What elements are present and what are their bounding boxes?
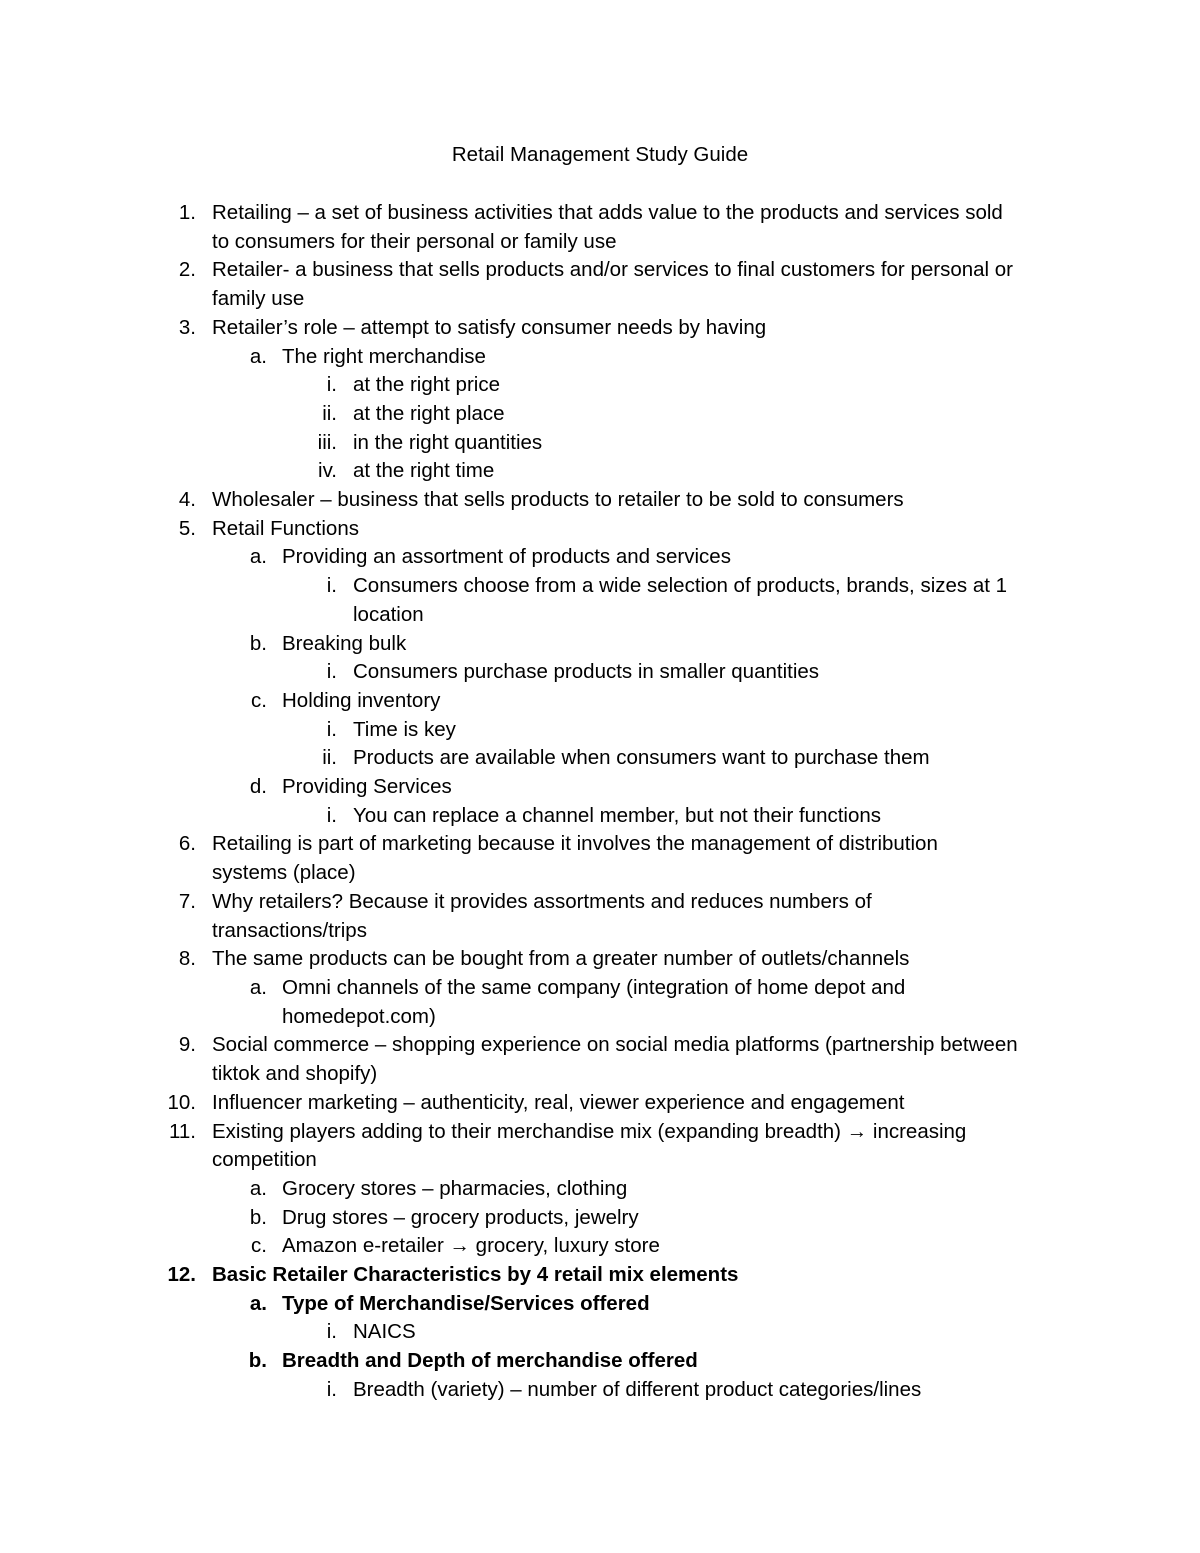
list-item-text: You can replace a channel member, but not their functions xyxy=(353,803,882,827)
outline-item-line xyxy=(0,429,1200,458)
list-item-text: Holding inventory xyxy=(282,688,441,712)
outline-item-line xyxy=(0,371,1200,400)
list-item-text: transactions/trips xyxy=(212,918,367,942)
list-marker: 10. xyxy=(167,1090,196,1114)
list-marker: a. xyxy=(249,1176,267,1200)
list-marker: ii. xyxy=(322,746,337,770)
list-item-text: Retailer’s role – attempt to satisfy consumer needs by having xyxy=(212,315,767,339)
list-marker: i. xyxy=(326,1377,337,1401)
list-item-text: Retailing is part of marketing because it involves the management of distribution xyxy=(212,832,938,856)
list-item-text: Existing players adding to their merchandise mix (expanding breadth) → increasing xyxy=(212,1119,967,1143)
outline-item-line xyxy=(0,1290,1200,1319)
outline-item-line xyxy=(0,228,1200,257)
outline-item-line xyxy=(0,687,1200,716)
list-marker: i. xyxy=(326,717,337,741)
outline-item-line xyxy=(0,945,1200,974)
list-item-text: location xyxy=(353,602,424,626)
outline-item-line xyxy=(0,199,1200,228)
outline-item-line xyxy=(0,1261,1200,1290)
list-marker: c. xyxy=(251,1234,267,1258)
list-item-text: competition xyxy=(212,1148,317,1172)
list-item-text: at the right price xyxy=(353,373,500,397)
list-item-text: Grocery stores – pharmacies, clothing xyxy=(282,1176,628,1200)
list-item-text: tiktok and shopify) xyxy=(212,1062,378,1086)
list-item-text: Breaking bulk xyxy=(282,631,407,655)
list-marker: 2. xyxy=(178,258,196,282)
outline-item-line xyxy=(0,486,1200,515)
outline-item-line xyxy=(0,256,1200,285)
outline-item-line xyxy=(0,343,1200,372)
outline-item-line xyxy=(0,859,1200,888)
outline-item-line xyxy=(0,1118,1200,1147)
list-item-text: Basic Retailer Characteristics by 4 retail mix elements xyxy=(212,1263,739,1287)
outline-item-line xyxy=(0,917,1200,946)
outline-item-line xyxy=(0,744,1200,773)
list-item-text: Products are available when consumers want to purchase them xyxy=(353,746,930,770)
list-marker: d. xyxy=(249,775,267,799)
outline-item-line xyxy=(0,1347,1200,1376)
list-marker: a. xyxy=(249,545,267,569)
list-item-text: at the right place xyxy=(353,401,505,425)
outline-item-line xyxy=(0,802,1200,831)
outline-item-line xyxy=(0,974,1200,1003)
document-title: Retail Management Study Guide xyxy=(451,143,749,166)
list-marker: b. xyxy=(249,1205,267,1229)
list-marker: 3. xyxy=(178,315,196,339)
outline-item-line xyxy=(0,630,1200,659)
outline-item-line xyxy=(0,1232,1200,1261)
outline-item-line xyxy=(0,1031,1200,1060)
list-marker: 1. xyxy=(178,201,196,224)
outline-item-line xyxy=(0,773,1200,802)
list-marker: a. xyxy=(249,344,267,368)
list-item-text: NAICS xyxy=(353,1320,416,1344)
list-marker: b. xyxy=(248,1349,267,1373)
outline-item-line xyxy=(0,457,1200,486)
list-marker: 5. xyxy=(178,516,196,540)
outline-item-line xyxy=(0,1146,1200,1175)
list-item-text: Drug stores – grocery products, jewelry xyxy=(282,1205,639,1229)
list-marker: i. xyxy=(326,1320,337,1344)
list-marker: 8. xyxy=(178,947,196,971)
outline-item-line xyxy=(0,830,1200,859)
outline-item-line xyxy=(0,314,1200,343)
list-marker: iii. xyxy=(317,430,337,454)
outline-item-line xyxy=(0,1318,1200,1347)
outline-item-line xyxy=(0,1003,1200,1032)
list-item-text: systems (place) xyxy=(212,861,356,885)
outline-item-line xyxy=(0,716,1200,745)
outline-item-line xyxy=(0,1060,1200,1089)
list-marker: 11. xyxy=(169,1119,196,1143)
list-item-text: Providing Services xyxy=(282,775,452,799)
list-marker: b. xyxy=(249,631,267,655)
outline-item-line xyxy=(0,1175,1200,1204)
list-marker: iv. xyxy=(318,459,337,483)
list-marker: i. xyxy=(326,373,337,397)
outline-list xyxy=(0,199,1200,1405)
list-item-text: Type of Merchandise/Services offered xyxy=(282,1291,650,1315)
list-item-text: Influencer marketing – authenticity, real, viewer experience and engagement xyxy=(212,1090,905,1114)
list-item-text: Consumers choose from a wide selection of products, brands, sizes at 1 xyxy=(353,574,1008,598)
outline-item-line xyxy=(0,658,1200,687)
list-item-text: Consumers purchase products in smaller quantities xyxy=(353,660,820,684)
list-item-text: Retail Functions xyxy=(212,516,359,540)
outline-item-line xyxy=(0,601,1200,630)
list-marker: i. xyxy=(326,803,337,827)
list-item-text: The right merchandise xyxy=(282,344,486,368)
outline-item-line xyxy=(0,888,1200,917)
list-marker: 12. xyxy=(167,1263,196,1287)
list-marker: 6. xyxy=(178,832,196,856)
list-item-text: Retailing – a set of business activities that adds value to the products and services sold xyxy=(212,201,1003,224)
list-item-text: Breadth and Depth of merchandise offered xyxy=(282,1349,698,1373)
list-item-text: Retailer- a business that sells products and/or services to final customers for personal or xyxy=(212,258,1014,282)
list-item-text: Breadth (variety) – number of different product categories/lines xyxy=(353,1377,922,1401)
list-item-text: Wholesaler – business that sells products to retailer to be sold to consumers xyxy=(212,488,904,512)
outline-item-line xyxy=(0,400,1200,429)
list-marker: i. xyxy=(326,660,337,684)
outline-item-line xyxy=(0,1204,1200,1233)
list-marker: i. xyxy=(326,574,337,598)
outline-item-line xyxy=(0,515,1200,544)
list-item-text: at the right time xyxy=(353,459,495,483)
list-item-text: to consumers for their personal or family use xyxy=(212,229,617,253)
list-marker: ii. xyxy=(322,401,337,425)
list-item-text: Providing an assortment of products and services xyxy=(282,545,731,569)
outline-item-line xyxy=(0,572,1200,601)
outline-item-line xyxy=(0,285,1200,314)
outline-item-line xyxy=(0,1089,1200,1118)
list-item-text: in the right quantities xyxy=(353,430,543,454)
list-item-text: Why retailers? Because it provides assortments and reduces numbers of xyxy=(212,889,872,913)
list-item-text: homedepot.com) xyxy=(282,1004,436,1028)
list-marker: c. xyxy=(251,688,267,712)
list-marker: a. xyxy=(249,1291,267,1315)
list-marker: a. xyxy=(249,975,267,999)
list-item-text: Amazon e-retailer → grocery, luxury store xyxy=(282,1234,660,1258)
list-marker: 4. xyxy=(178,488,196,512)
list-marker: 9. xyxy=(178,1033,196,1057)
list-marker: 7. xyxy=(178,889,196,913)
list-item-text: family use xyxy=(212,287,305,311)
outline-item-line xyxy=(0,1376,1200,1405)
list-item-text: The same products can be bought from a greater number of outlets/channels xyxy=(212,947,910,971)
list-item-text: Time is key xyxy=(353,717,456,741)
list-item-text: Social commerce – shopping experience on social media platforms (partnership between xyxy=(212,1033,1018,1057)
list-item-text: Omni channels of the same company (integration of home depot and xyxy=(282,975,906,999)
outline-item-line xyxy=(0,543,1200,572)
